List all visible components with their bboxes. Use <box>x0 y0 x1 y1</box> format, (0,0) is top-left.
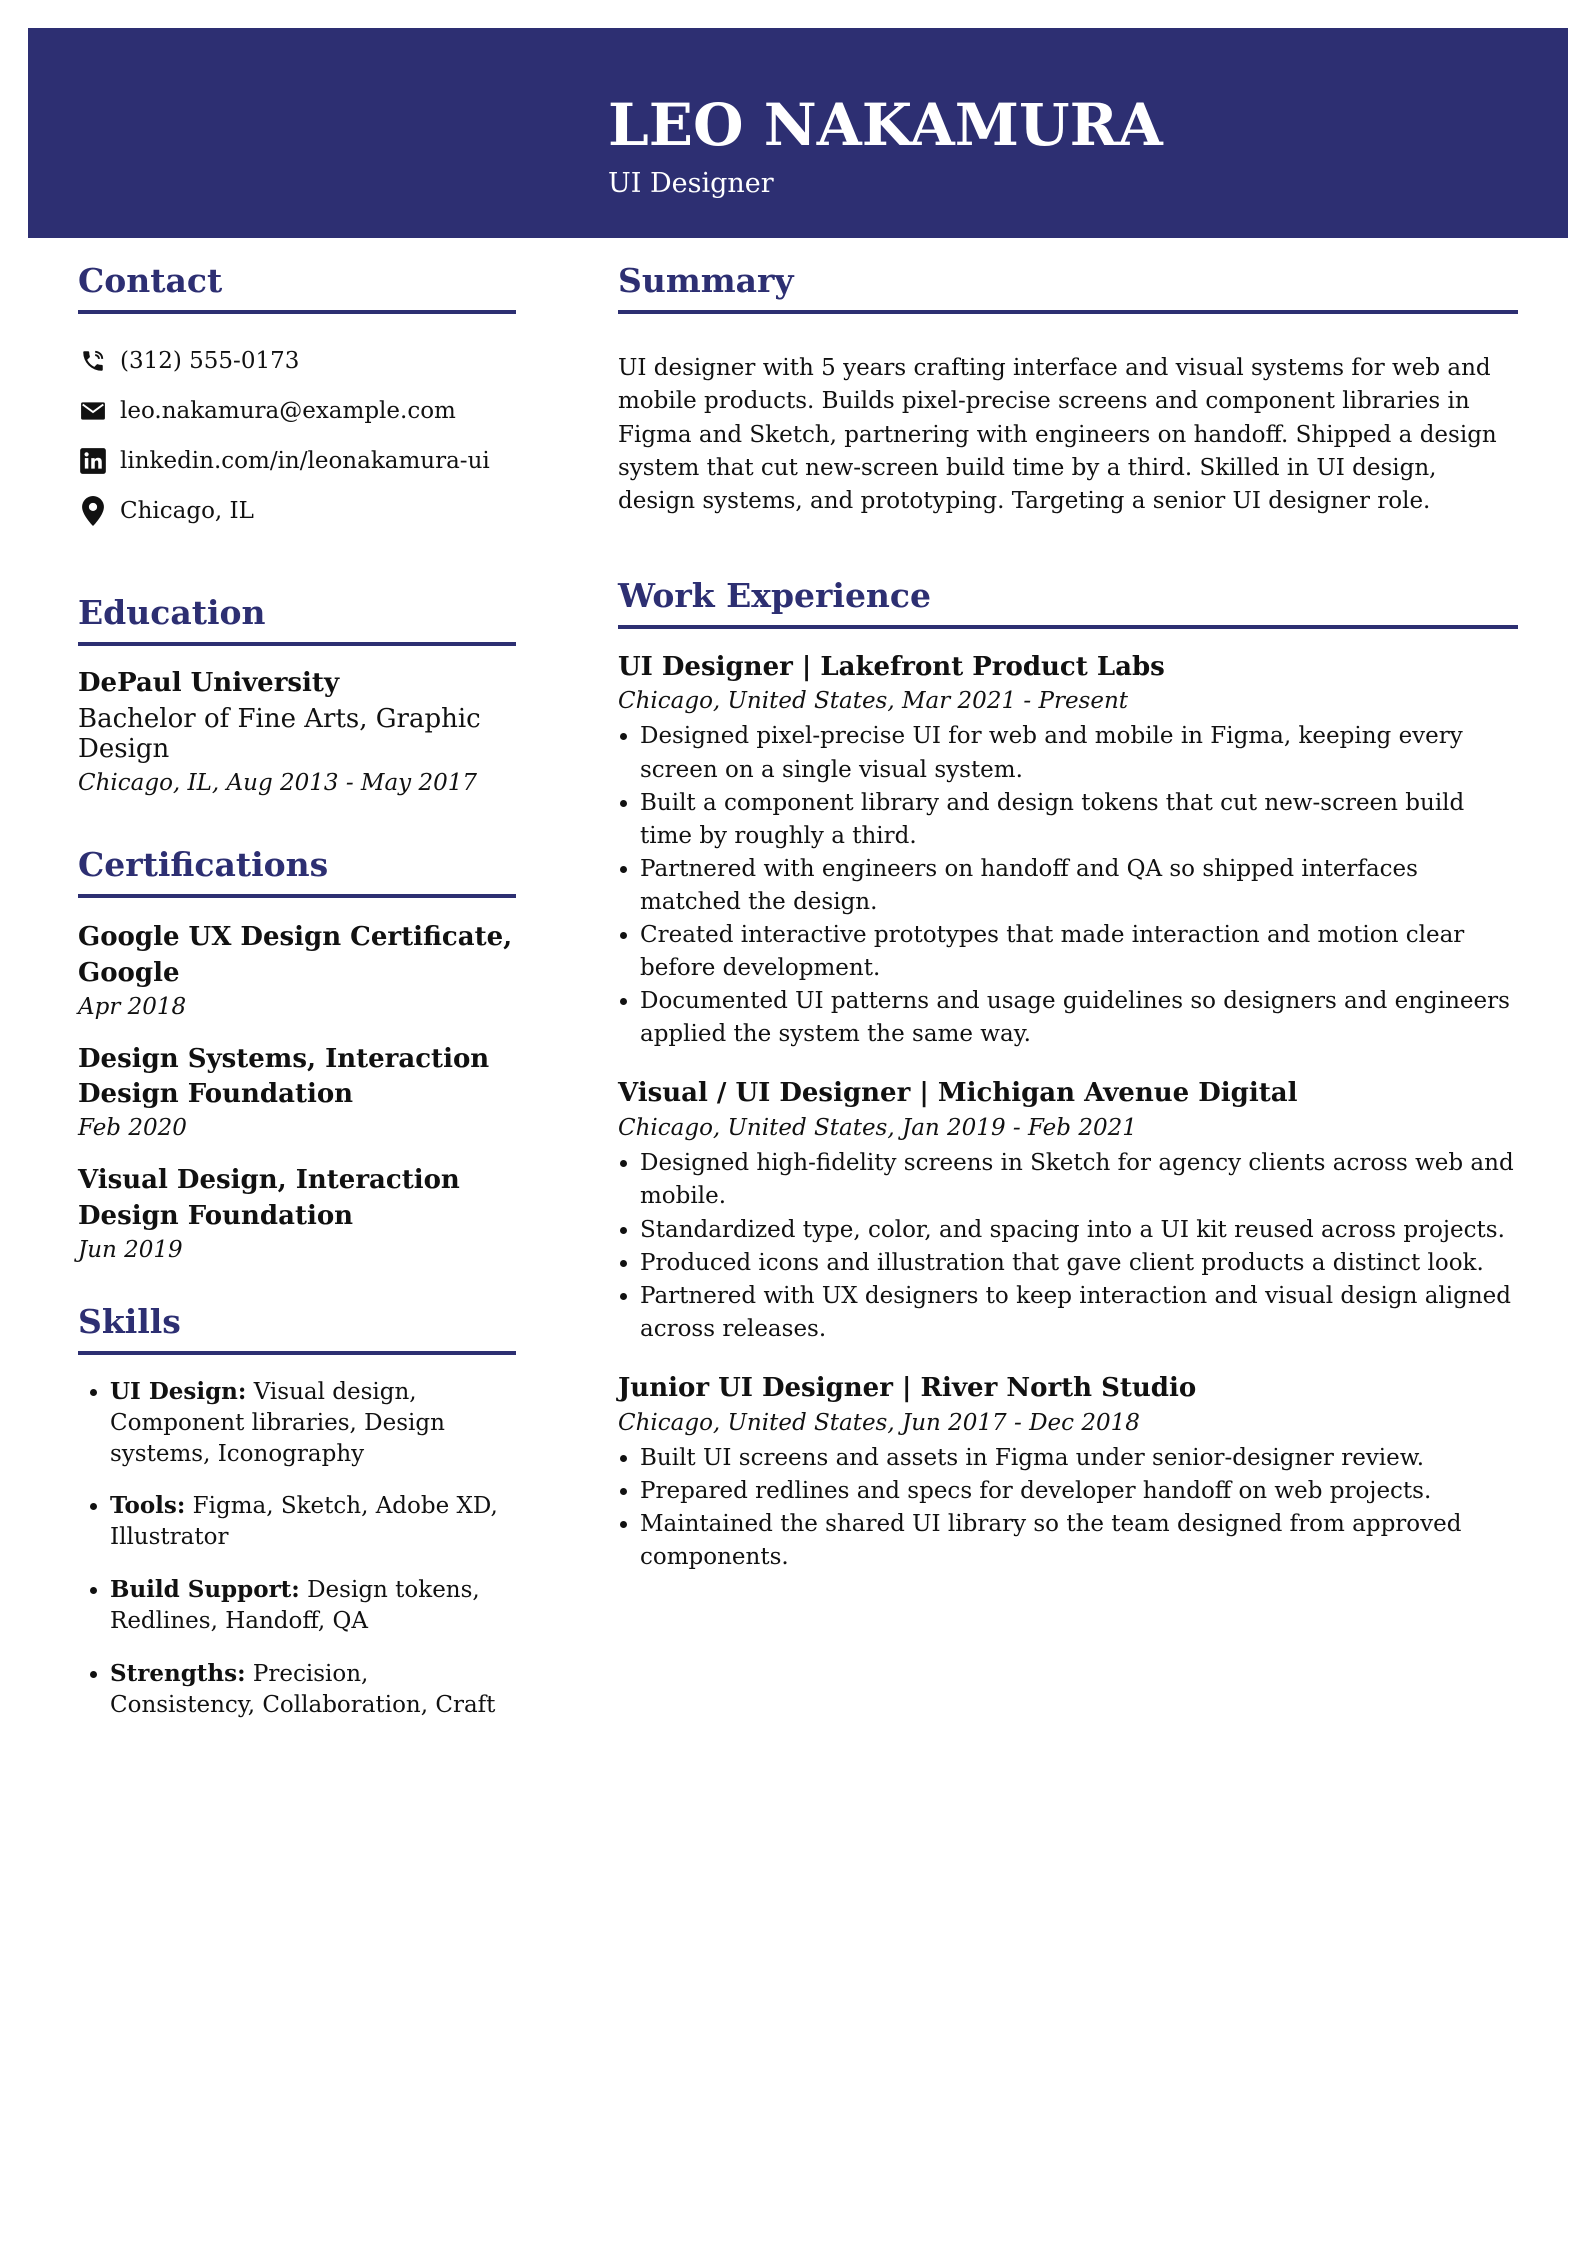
job-bullet: • Produced icons and illustration that gave client products a distinct look. <box>640 1247 1518 1280</box>
job-title: Visual / UI Designer | Michigan Avenue Digital <box>618 1078 1298 1109</box>
resume-header <box>28 28 1568 238</box>
location-text: Chicago, IL <box>120 497 254 524</box>
contact-heading: Contact <box>78 262 516 314</box>
phone-icon <box>78 346 108 376</box>
education-meta: Chicago, IL, Aug 2013 - May 2017 <box>78 769 478 796</box>
skill-label: Build Support: <box>110 1576 300 1604</box>
summary-text: UI designer with 5 years crafting interface and visual systems for web and mobile products. Builds pixel-precise screens and component libraries in Figma and Sketch, partnering with engineers on handoff. Shipped a design system that cut new-screen build time by a third. Skilled in UI design, design systems, and prototyping. Targeting a senior UI designer role. <box>618 354 1497 515</box>
contact-location <box>78 486 516 536</box>
certification-name: Design Systems, Interaction Design Foundation <box>78 1043 490 1110</box>
education-heading: Education <box>78 594 516 646</box>
skill-label: UI Design: <box>110 1378 247 1405</box>
skills-heading: Skills <box>78 1303 516 1355</box>
job-meta: Chicago, United States, Jun 2017 - Dec 2018 <box>618 1409 1140 1436</box>
contact-section <box>78 262 516 536</box>
skill-item <box>110 1377 516 1469</box>
linkedin-text[interactable]: linkedin.com/in/leonakamura-ui <box>120 447 490 474</box>
certification-date: Feb 2020 <box>78 1115 187 1142</box>
header-text <box>608 91 1163 199</box>
experience-section <box>618 577 1518 1575</box>
job-entry <box>618 1372 1518 1574</box>
skill-value: Design tokens, Redlines, Handoff, QA <box>110 1577 480 1634</box>
certification-name: Google UX Design Certificate, Google <box>78 921 513 988</box>
job-bullet: • Created interactive prototypes that made interaction and motion clear before development. <box>640 919 1518 985</box>
skill-value: Visual design, Component libraries, Design systems, Iconography <box>110 1379 445 1467</box>
experience-heading: Work Experience <box>618 577 1518 629</box>
certification-date: Apr 2018 <box>78 993 187 1020</box>
skills-section <box>78 1303 516 1720</box>
job-title: Junior UI Designer | River North Studio <box>618 1372 1197 1403</box>
contact-phone <box>78 336 516 386</box>
certification-date: Jun 2019 <box>78 1237 183 1264</box>
certification-item <box>78 1163 516 1263</box>
contact-linkedin <box>78 436 516 486</box>
job-bullet: • Designed high-fidelity screens in Sketch for agency clients across web and mobile. <box>640 1147 1518 1213</box>
job-bullet: • Built UI screens and assets in Figma under senior-designer review. <box>640 1442 1518 1475</box>
job-bullets <box>618 1442 1518 1574</box>
contact-email <box>78 386 516 436</box>
location-pin-icon <box>78 496 108 526</box>
education-degree: Bachelor of Fine Arts, Graphic Design <box>78 703 481 764</box>
certification-item <box>78 1042 516 1142</box>
job-bullet: • Documented UI patterns and usage guidelines so designers and engineers applied the system the same way. <box>640 985 1518 1051</box>
education-school: DePaul University <box>78 667 340 698</box>
job-bullet: • Maintained the shared UI library so the team designed from approved components. <box>640 1508 1518 1574</box>
skill-item <box>110 1659 516 1721</box>
skill-item <box>110 1575 516 1637</box>
job-meta: Chicago, United States, Jan 2019 - Feb 2021 <box>618 1115 1137 1142</box>
email-icon <box>78 396 108 426</box>
certifications-heading: Certifications <box>78 846 516 898</box>
phone-text: (312) 555-0173 <box>120 347 300 374</box>
job-entry <box>618 1077 1518 1345</box>
skill-item <box>110 1491 516 1553</box>
right-column <box>618 262 1518 1600</box>
certification-name: Visual Design, Interaction Design Foundation <box>78 1165 460 1232</box>
job-bullet: • Designed pixel-precise UI for web and mobile in Figma, keeping every screen on a single visual system. <box>640 720 1518 786</box>
summary-heading: Summary <box>618 262 1518 314</box>
certification-item <box>78 920 516 1020</box>
left-column <box>78 262 516 1742</box>
skill-value: Figma, Sketch, Adobe XD, Illustrator <box>110 1493 498 1551</box>
skills-list <box>78 1377 516 1720</box>
job-bullet: • Standardized type, color, and spacing into a UI kit reused across projects. <box>640 1214 1518 1247</box>
candidate-name: LEO NAKAMURA <box>608 91 1163 159</box>
job-title: UI Designer | Lakefront Product Labs <box>618 651 1165 682</box>
linkedin-icon <box>78 446 108 476</box>
job-bullet: • Partnered with engineers on handoff and QA so shipped interfaces matched the design. <box>640 853 1518 919</box>
job-bullet: • Partnered with UX designers to keep interaction and visual design aligned across releases. <box>640 1280 1518 1346</box>
skill-value: Precision, Consistency, Collaboration, Craft <box>110 1660 496 1718</box>
job-bullets <box>618 720 1518 1051</box>
job-bullet: • Built a component library and design tokens that cut new-screen build time by roughly a third. <box>640 787 1518 853</box>
job-bullet: • Prepared redlines and specs for developer handoff on web projects. <box>640 1475 1518 1508</box>
job-meta: Chicago, United States, Mar 2021 - Present <box>618 688 1129 715</box>
education-section <box>78 594 516 796</box>
skill-label: Tools: <box>110 1492 186 1520</box>
skill-label: Strengths: <box>110 1659 246 1687</box>
job-bullets <box>618 1147 1518 1346</box>
summary-section <box>618 262 1518 519</box>
candidate-title: UI Designer <box>608 168 774 199</box>
job-entry <box>618 651 1518 1052</box>
certifications-section <box>78 846 516 1263</box>
email-text[interactable]: leo.nakamura@example.com <box>120 397 456 424</box>
